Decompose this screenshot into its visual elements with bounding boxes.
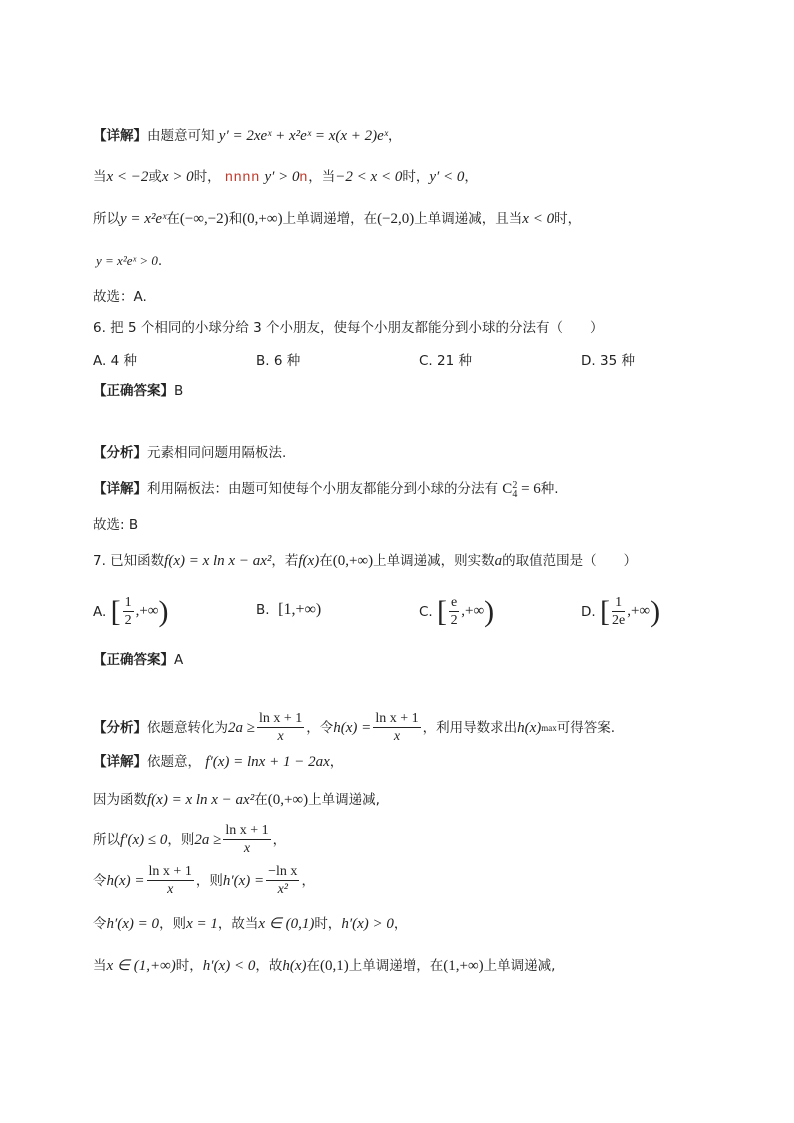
q7-correct-answer: 【正确答案】A (93, 652, 184, 668)
q7-option-a: A. [ $\frac{1}{2}$ ,+∞ ) (93, 594, 169, 628)
q7-stem: 7. 已知函数f(x) = x ln x − ax²，若f(x)在(0,+∞)上单调递减，则实数a的取值范围是（ ） (93, 553, 638, 569)
q5-positive-line: y = x²eˣ > 0. (96, 253, 163, 269)
q6-option-c: C. 21 种 (419, 353, 472, 369)
q6-correct-answer: 【正确答案】B (93, 383, 184, 399)
q5-answer: 故选：A. (93, 289, 147, 305)
q7-detail-6: 当x ∈ (1,+∞)时，h′(x) < 0，故h(x)在(0,1)上单调递增，在(1,+∞)上单调递减, (93, 958, 556, 974)
q7-detail-5: 令h′(x) = 0，则x = 1，故当x ∈ (0,1)时，h′(x) > 0， (93, 916, 408, 932)
detail-tag: 【详解】 (93, 128, 147, 144)
q6-stem: 6. 把 5 个相同的小球分给 3 个小朋友，使每个小朋友都能分到小球的分法有（ ） (93, 320, 604, 336)
q5-sign-line: 当x < −2或x > 0时， nnnn y′ > 0n，当−2 < x < 0时，y′ < 0， (93, 168, 478, 185)
q5-monotonic-line: 所以y = x²eˣ在(−∞,−2)和(0,+∞)上单调递增，在(−2,0)上单调递减，且当x < 0时， (93, 211, 582, 227)
derivative-eq: y′ = 2xeˣ + x²eˣ = x(x + 2)eˣ (218, 128, 389, 144)
q7-detail-4: 令 h(x) = $\frac{\text{ln x + 1}}{x}$ ，则 h′(x) = $\frac{\text{−ln x}}{\text{x²}}$ ， (93, 864, 315, 897)
q6-detail: 【详解】利用隔板法：由题可知使每个小朋友都能分到小球的分法有 C 2 4 = 6种. (93, 479, 559, 500)
q7-detail-3: 所以 f′(x) ≤ 0 ，则 2a ≥ $\frac{\text{ln x + 1}}{x}$ ， (93, 823, 287, 856)
q5-detail-line: 【详解】由题意可知 y′ = 2xeˣ + x²eˣ = x(x + 2)eˣ， (93, 128, 402, 144)
q6-analysis: 【分析】元素相同问题用隔板法. (93, 445, 287, 461)
q7-option-c: C. [ $\frac{e}{2}$ ,+∞ ) (419, 594, 495, 628)
q7-analysis: 【分析】 依题意转化为 2a ≥ $\frac{\text{ln x + 1}}{x}$ ，令 h(x) = $\frac{\text{ln x + 1}}{x}$ ，利用导数求出 h(x) max 可得答案. (93, 711, 616, 744)
q6-choose: 故选: B (93, 517, 139, 533)
q7-detail-2: 因为函数f(x) = x ln x − ax²在(0,+∞)上单调递减, (93, 792, 380, 808)
garbled-text: nnnn (224, 168, 261, 184)
q6-option-b: B. 6 种 (256, 353, 301, 369)
q6-option-a: A. 4 种 (93, 353, 137, 369)
q6-option-d: D. 35 种 (581, 353, 635, 369)
q7-option-b: B. [1,+∞) (256, 601, 322, 618)
q7-detail-1: 【详解】依题意， f′(x) = lnx + 1 − 2ax， (93, 754, 344, 770)
q7-option-d: D. [ $\frac{1}{2e}$ ,+∞ ) (581, 594, 661, 628)
